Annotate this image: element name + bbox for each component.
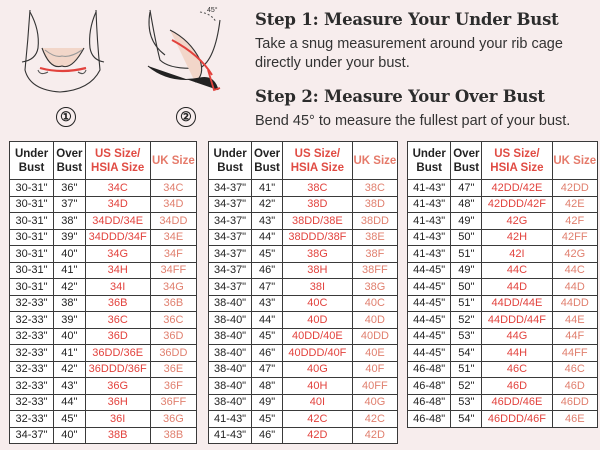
uk-size-cell: 44C: [552, 262, 597, 279]
step-2: [255, 87, 595, 131]
illustration-figures: [0, 0, 250, 140]
uk-size-cell: 36D: [150, 328, 196, 345]
over-bust-cell: 46": [252, 427, 283, 444]
over-bust-cell: 44": [252, 229, 283, 246]
table-row: [209, 328, 398, 345]
over-bust-cell: 37": [54, 196, 86, 213]
size-tables: [9, 141, 599, 444]
table-row: [209, 196, 398, 213]
over-bust-cell: 53": [451, 328, 482, 345]
us-size-cell: 40I: [282, 394, 352, 411]
under-bust-cell: 44-45": [408, 295, 451, 312]
us-size-cell: 44H: [482, 345, 552, 362]
table-row: [209, 427, 398, 444]
under-bust-cell: 41-43": [408, 229, 451, 246]
under-bust-cell: 32-33": [10, 295, 54, 312]
us-size-cell: 46C: [482, 361, 552, 378]
uk-size-cell: 36FF: [150, 394, 196, 411]
table-row: [408, 262, 598, 279]
over-bust-cell: 45": [252, 328, 283, 345]
step-1-text: Take a snug measurement around your rib cage directly under your bust.: [255, 36, 563, 71]
uk-size-cell: 36DD: [150, 345, 196, 362]
us-size-cell: 44DDD/44F: [482, 312, 552, 329]
us-size-cell: 40DD/40E: [282, 328, 352, 345]
under-bust-cell: 41-43": [408, 213, 451, 230]
us-size-cell: 34DD/34E: [85, 213, 150, 230]
uk-size-cell: 42DD: [552, 180, 597, 197]
over-bust-cell: 41": [54, 262, 86, 279]
under-bust-cell: 32-33": [10, 361, 54, 378]
us-size-cell: 38H: [282, 262, 352, 279]
uk-size-cell: 44E: [552, 312, 597, 329]
uk-size-cell: 44D: [552, 279, 597, 296]
over-bust-cell: 51": [451, 361, 482, 378]
over-bust-cell: 45": [54, 411, 86, 428]
table-row: [10, 279, 197, 296]
under-bust-cell: 30-31": [10, 279, 54, 296]
over-bust-cell: 41": [252, 180, 283, 197]
us-size-cell: 34I: [85, 279, 150, 296]
under-bust-cell: 41-43": [408, 196, 451, 213]
uk-size-cell: 42G: [552, 246, 597, 263]
over-bust-cell: 54": [451, 345, 482, 362]
uk-size-cell: 44FF: [552, 345, 597, 362]
us-size-cell: 36C: [85, 312, 150, 329]
over-bust-cell: 45": [252, 246, 283, 263]
table-row: [408, 411, 598, 428]
under-bust-cell: 44-45": [408, 345, 451, 362]
header-under-bust: Under Bust: [408, 142, 451, 180]
table-row: [10, 328, 197, 345]
table-row: [10, 411, 197, 428]
header-over-bust: Over Bust: [252, 142, 283, 180]
table-row: [10, 427, 197, 444]
uk-size-cell: 42FF: [552, 229, 597, 246]
under-bust-cell: 38-40": [209, 295, 252, 312]
uk-size-cell: 34F: [150, 246, 196, 263]
figure-over-bust: [148, 10, 220, 90]
uk-size-cell: 42D: [352, 427, 397, 444]
uk-size-cell: 42F: [552, 213, 597, 230]
us-size-cell: 44C: [482, 262, 552, 279]
table-row: [408, 394, 598, 411]
uk-size-cell: 36F: [150, 378, 196, 395]
over-bust-cell: 38": [54, 295, 86, 312]
us-size-cell: 36B: [85, 295, 150, 312]
us-size-cell: 42D: [282, 427, 352, 444]
uk-size-cell: 42C: [352, 411, 397, 428]
table-row: [10, 229, 197, 246]
table-row: [408, 312, 598, 329]
table-row: [10, 295, 197, 312]
under-bust-cell: 34-37": [209, 229, 252, 246]
table-header-row: [10, 142, 197, 180]
under-bust-cell: 34-37": [209, 180, 252, 197]
uk-size-cell: 40DD: [352, 328, 397, 345]
table-row: [209, 345, 398, 362]
us-size-cell: 40DDD/40F: [282, 345, 352, 362]
table-row: [408, 229, 598, 246]
uk-size-cell: 38E: [352, 229, 397, 246]
uk-size-cell: 34C: [150, 180, 196, 197]
over-bust-cell: 48": [451, 196, 482, 213]
over-bust-cell: 53": [451, 394, 482, 411]
uk-size-cell: 36B: [150, 295, 196, 312]
table-row: [10, 378, 197, 395]
uk-size-cell: 40FF: [352, 378, 397, 395]
over-bust-cell: 46": [252, 345, 283, 362]
uk-size-cell: 36E: [150, 361, 196, 378]
header-us-size: US Size/ HSIA Size: [482, 142, 552, 180]
over-bust-cell: 51": [451, 295, 482, 312]
under-bust-cell: 41-43": [209, 411, 252, 428]
uk-size-cell: 34D: [150, 196, 196, 213]
under-bust-cell: 32-33": [10, 345, 54, 362]
table-row: [209, 229, 398, 246]
size-table-1: [9, 141, 197, 444]
us-size-cell: 38I: [282, 279, 352, 296]
over-bust-cell: 54": [451, 411, 482, 428]
us-size-cell: 38B: [85, 427, 150, 444]
under-bust-cell: 41-43": [209, 427, 252, 444]
size-table-2: [208, 141, 398, 444]
header-uk-size: UK Size: [552, 142, 597, 180]
under-bust-cell: 44-45": [408, 279, 451, 296]
table-row: [10, 361, 197, 378]
uk-size-cell: 38D: [352, 196, 397, 213]
over-bust-cell: 47": [252, 279, 283, 296]
table-header-row: [209, 142, 398, 180]
table-row: [408, 180, 598, 197]
table-row: [10, 213, 197, 230]
over-bust-cell: 40": [54, 328, 86, 345]
over-bust-cell: 50": [451, 279, 482, 296]
uk-size-cell: 44F: [552, 328, 597, 345]
us-size-cell: 34G: [85, 246, 150, 263]
under-bust-cell: 32-33": [10, 378, 54, 395]
table-row: [408, 295, 598, 312]
us-size-cell: 42G: [482, 213, 552, 230]
under-bust-cell: 38-40": [209, 328, 252, 345]
header-over-bust: Over Bust: [451, 142, 482, 180]
step-2-badge: ②: [176, 107, 196, 127]
under-bust-cell: 30-31": [10, 180, 54, 197]
uk-size-cell: 34FF: [150, 262, 196, 279]
table-row: [209, 295, 398, 312]
header-us-size: US Size/ HSIA Size: [85, 142, 150, 180]
header-uk-size: UK Size: [150, 142, 196, 180]
us-size-cell: 34D: [85, 196, 150, 213]
uk-size-cell: 40E: [352, 345, 397, 362]
header-under-bust: Under Bust: [10, 142, 54, 180]
under-bust-cell: 44-45": [408, 328, 451, 345]
under-bust-cell: 30-31": [10, 196, 54, 213]
size-table-3: [407, 141, 598, 428]
under-bust-cell: 38-40": [209, 361, 252, 378]
uk-size-cell: 42E: [552, 196, 597, 213]
under-bust-cell: 38-40": [209, 312, 252, 329]
over-bust-cell: 38": [54, 213, 86, 230]
header-under-bust: Under Bust: [209, 142, 252, 180]
us-size-cell: 38DD/38E: [282, 213, 352, 230]
us-size-cell: 38G: [282, 246, 352, 263]
header-over-bust: Over Bust: [54, 142, 86, 180]
us-size-cell: 46DD/46E: [482, 394, 552, 411]
step-2-text: Bend 45° to measure the fullest part of your bust.: [255, 113, 571, 129]
under-bust-cell: 38-40": [209, 378, 252, 395]
us-size-cell: 40C: [282, 295, 352, 312]
header-uk-size: UK Size: [352, 142, 397, 180]
uk-size-cell: 38G: [352, 279, 397, 296]
under-bust-cell: 38-40": [209, 345, 252, 362]
under-bust-cell: 44-45": [408, 312, 451, 329]
uk-size-cell: 34DD: [150, 213, 196, 230]
under-bust-cell: 30-31": [10, 229, 54, 246]
over-bust-cell: 52": [451, 312, 482, 329]
over-bust-cell: 42": [54, 279, 86, 296]
table-row: [10, 345, 197, 362]
uk-size-cell: 38C: [352, 180, 397, 197]
header-us-size: US Size/ HSIA Size: [282, 142, 352, 180]
us-size-cell: 38D: [282, 196, 352, 213]
over-bust-cell: 44": [252, 312, 283, 329]
under-bust-cell: 34-37": [209, 213, 252, 230]
uk-size-cell: 36C: [150, 312, 196, 329]
under-bust-cell: 46-48": [408, 378, 451, 395]
us-size-cell: 34DDD/34F: [85, 229, 150, 246]
under-bust-cell: 32-33": [10, 411, 54, 428]
table-row: [10, 246, 197, 263]
under-bust-cell: 34-37": [209, 196, 252, 213]
over-bust-cell: 42": [54, 361, 86, 378]
table-row: [408, 279, 598, 296]
table-row: [408, 361, 598, 378]
us-size-cell: 36DD/36E: [85, 345, 150, 362]
uk-size-cell: 40F: [352, 361, 397, 378]
under-bust-cell: 34-37": [209, 262, 252, 279]
uk-size-cell: 34G: [150, 279, 196, 296]
uk-size-cell: 40D: [352, 312, 397, 329]
table-row: [209, 246, 398, 263]
step-2-title: Step 2: Measure Your Over Bust: [255, 87, 545, 106]
us-size-cell: 36I: [85, 411, 150, 428]
over-bust-cell: 41": [54, 345, 86, 362]
under-bust-cell: 34-37": [209, 279, 252, 296]
angle-label: 45°: [207, 7, 218, 14]
under-bust-cell: 32-33": [10, 312, 54, 329]
under-bust-cell: 41-43": [408, 180, 451, 197]
over-bust-cell: 42": [252, 196, 283, 213]
under-bust-cell: 30-31": [10, 246, 54, 263]
under-bust-cell: 34-37": [10, 427, 54, 444]
under-bust-cell: 30-31": [10, 262, 54, 279]
us-size-cell: 40D: [282, 312, 352, 329]
over-bust-cell: 45": [252, 411, 283, 428]
table-row: [10, 262, 197, 279]
table-row: [209, 262, 398, 279]
under-bust-cell: 46-48": [408, 411, 451, 428]
us-size-cell: 34H: [85, 262, 150, 279]
over-bust-cell: 47": [252, 361, 283, 378]
step-1-title: Step 1: Measure Your Under Bust: [255, 10, 559, 29]
table-row: [408, 328, 598, 345]
over-bust-cell: 49": [252, 394, 283, 411]
uk-size-cell: 38F: [352, 246, 397, 263]
table-row: [209, 180, 398, 197]
us-size-cell: 40G: [282, 361, 352, 378]
us-size-cell: 44G: [482, 328, 552, 345]
table-row: [408, 196, 598, 213]
table-row: [209, 394, 398, 411]
us-size-cell: 36G: [85, 378, 150, 395]
under-bust-cell: 46-48": [408, 394, 451, 411]
us-size-cell: 36H: [85, 394, 150, 411]
table-row: [408, 213, 598, 230]
us-size-cell: 46D: [482, 378, 552, 395]
us-size-cell: 36DDD/36F: [85, 361, 150, 378]
uk-size-cell: 46C: [552, 361, 597, 378]
over-bust-cell: 43": [252, 295, 283, 312]
uk-size-cell: 34E: [150, 229, 196, 246]
table-row: [408, 378, 598, 395]
us-size-cell: 38DDD/38F: [282, 229, 352, 246]
us-size-cell: 46DDD/46F: [482, 411, 552, 428]
over-bust-cell: 39": [54, 229, 86, 246]
table-row: [10, 180, 197, 197]
over-bust-cell: 49": [451, 262, 482, 279]
uk-size-cell: 44DD: [552, 295, 597, 312]
over-bust-cell: 36": [54, 180, 86, 197]
under-bust-cell: 32-33": [10, 394, 54, 411]
us-size-cell: 42H: [482, 229, 552, 246]
uk-size-cell: 38DD: [352, 213, 397, 230]
uk-size-cell: 46DD: [552, 394, 597, 411]
uk-size-cell: 40G: [352, 394, 397, 411]
figure-under-bust: [22, 10, 104, 92]
measurement-illustrations: [0, 0, 250, 140]
over-bust-cell: 43": [252, 213, 283, 230]
over-bust-cell: 40": [54, 427, 86, 444]
us-size-cell: 34C: [85, 180, 150, 197]
over-bust-cell: 49": [451, 213, 482, 230]
under-bust-cell: 34-37": [209, 246, 252, 263]
us-size-cell: 42C: [282, 411, 352, 428]
table-header-row: [408, 142, 598, 180]
us-size-cell: 44D: [482, 279, 552, 296]
under-bust-cell: 32-33": [10, 328, 54, 345]
over-bust-cell: 39": [54, 312, 86, 329]
us-size-cell: 42DDD/42F: [482, 196, 552, 213]
us-size-cell: 38C: [282, 180, 352, 197]
uk-size-cell: 40C: [352, 295, 397, 312]
over-bust-cell: 51": [451, 246, 482, 263]
table-row: [408, 345, 598, 362]
us-size-cell: 42DD/42E: [482, 180, 552, 197]
over-bust-cell: 48": [252, 378, 283, 395]
table-row: [209, 279, 398, 296]
table-row: [209, 312, 398, 329]
us-size-cell: 42I: [482, 246, 552, 263]
over-bust-cell: 52": [451, 378, 482, 395]
over-bust-cell: 50": [451, 229, 482, 246]
under-bust-cell: 44-45": [408, 262, 451, 279]
over-bust-cell: 40": [54, 246, 86, 263]
us-size-cell: 36D: [85, 328, 150, 345]
us-size-cell: 40H: [282, 378, 352, 395]
table-row: [408, 246, 598, 263]
table-row: [209, 411, 398, 428]
table-row: [209, 378, 398, 395]
table-row: [209, 213, 398, 230]
us-size-cell: 44DD/44E: [482, 295, 552, 312]
step-1-badge: ①: [56, 107, 76, 127]
under-bust-cell: 38-40": [209, 394, 252, 411]
over-bust-cell: 43": [54, 378, 86, 395]
table-row: [10, 196, 197, 213]
uk-size-cell: 38B: [150, 427, 196, 444]
uk-size-cell: 36G: [150, 411, 196, 428]
table-row: [10, 394, 197, 411]
over-bust-cell: 47": [451, 180, 482, 197]
over-bust-cell: 46": [252, 262, 283, 279]
under-bust-cell: 46-48": [408, 361, 451, 378]
uk-size-cell: 38FF: [352, 262, 397, 279]
step-1: [255, 10, 595, 73]
table-row: [10, 312, 197, 329]
under-bust-cell: 41-43": [408, 246, 451, 263]
table-row: [209, 361, 398, 378]
uk-size-cell: 46D: [552, 378, 597, 395]
under-bust-cell: 30-31": [10, 213, 54, 230]
over-bust-cell: 44": [54, 394, 86, 411]
uk-size-cell: 46E: [552, 411, 597, 428]
